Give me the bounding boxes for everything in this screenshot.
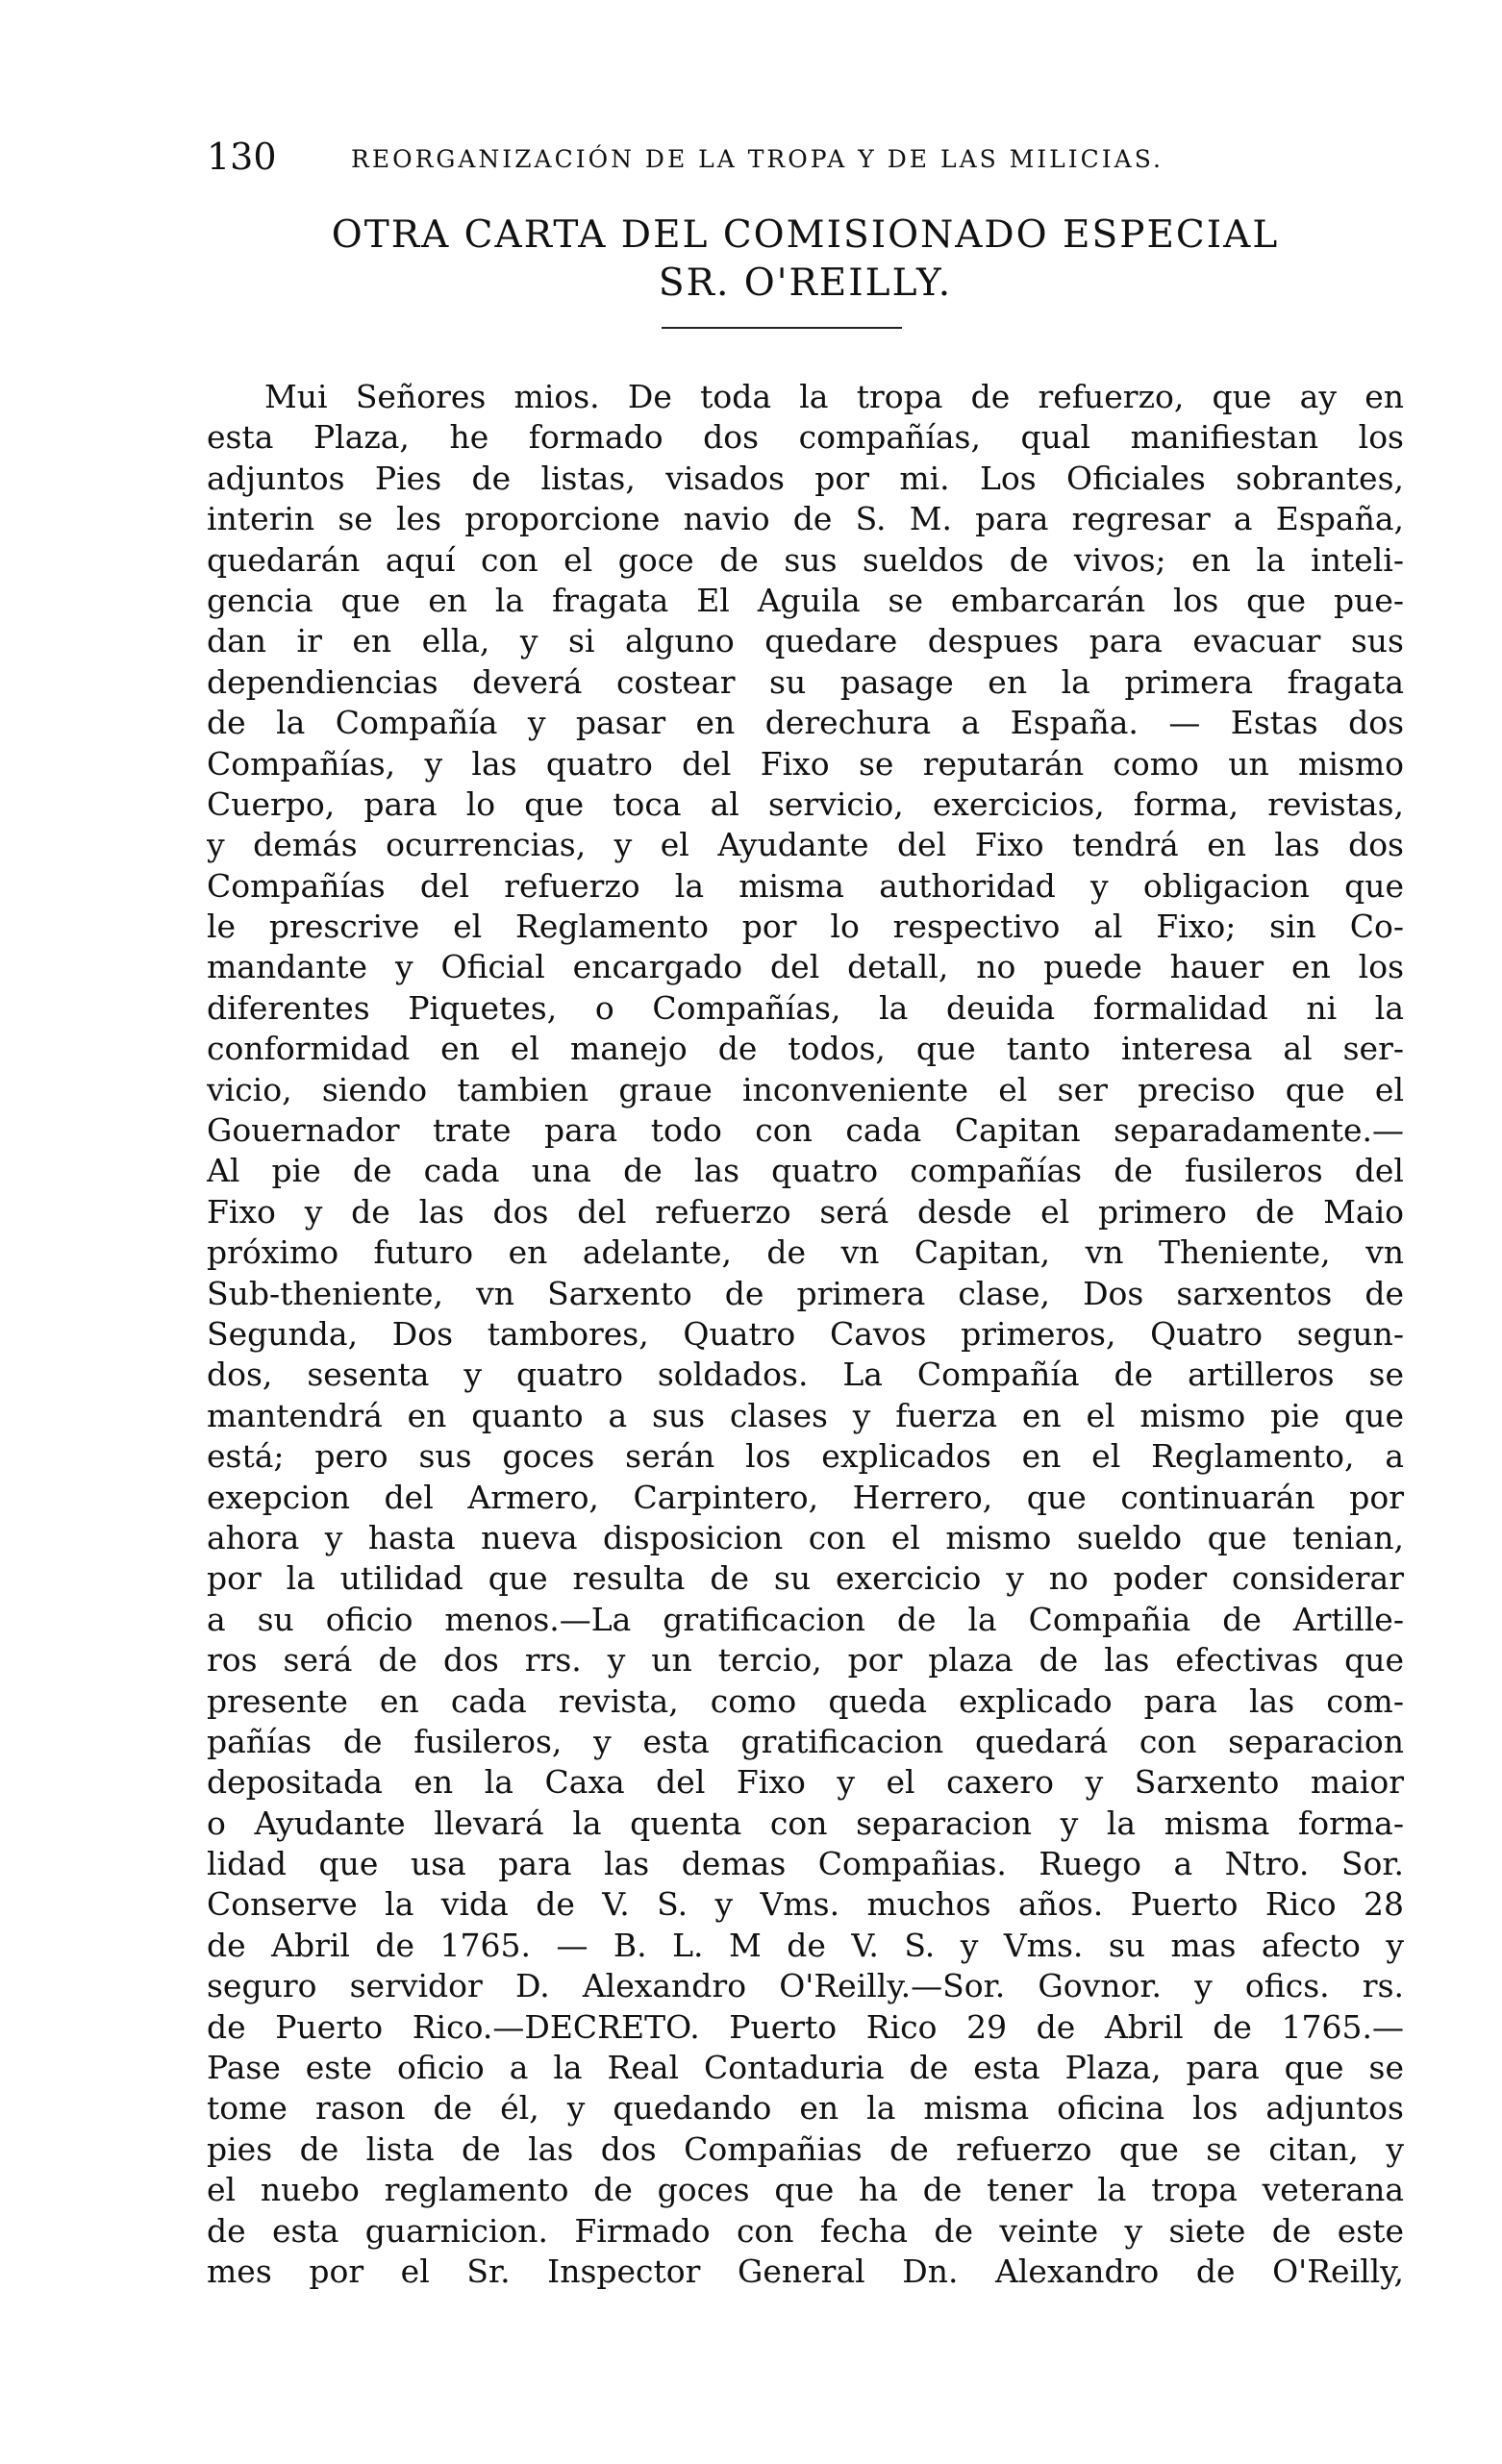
- letter-title: [207, 212, 1404, 308]
- body-line: y demás ocurrencias, y el Ayudante del Fixo tendrá en las dos: [207, 826, 1404, 864]
- body-line: a su oficio menos.—La gratificacion de la Compañia de Artille-: [207, 1600, 1404, 1638]
- body-line: dos, sesenta y quatro soldados. La Compañía de artilleros se: [207, 1356, 1404, 1394]
- body-line: Cuerpo, para lo que toca al servicio, exercicios, forma, revistas,: [207, 784, 1404, 823]
- body-line: Compañías, y las quatro del Fixo se reputarán como un mismo: [207, 744, 1404, 783]
- body-line: conformidad en el manejo de todos, que tanto interesa al ser-: [207, 1030, 1404, 1068]
- body-line: Mui Señores mios. De toda la tropa de refuerzo, que ay en: [264, 378, 1404, 415]
- body-line: lidad que usa para las demas Compañias. Ruego a Ntro. Sor.: [207, 1845, 1404, 1883]
- body-line: Segunda, Dos tambores, Quatro Cavos primeros, Quatro segun-: [207, 1314, 1404, 1353]
- body-line: esta Plaza, he formado dos compañías, qual manifiestan los: [207, 418, 1404, 457]
- running-title: REORGANIZACIÓN DE LA TROPA Y DE LAS MILICIAS.: [351, 145, 1164, 173]
- body-line: Gouernador trate para todo con cada Capitan separadamente.—: [207, 1111, 1404, 1150]
- body-line: gencia que en la fragata El Aguila se embarcarán los que pue-: [207, 581, 1404, 619]
- title-divider: [662, 327, 902, 329]
- body-line: vicio, siendo tambien graue inconveniente el ser preciso que el: [207, 1070, 1404, 1108]
- body-line: quedarán aquí con el goce de sus sueldos de vivos; en la inteli-: [207, 540, 1404, 579]
- body-line: Sub-theniente, vn Sarxento de primera clase, Dos sarxentos de: [207, 1274, 1404, 1312]
- body-line: presente en cada revista, como queda explicado para las com-: [207, 1681, 1404, 1720]
- body-line: diferentes Piquetes, o Compañías, la deuida formalidad ni la: [207, 988, 1404, 1027]
- body-line: Al pie de cada una de las quatro compañías de fusileros del: [207, 1152, 1404, 1190]
- body-line: pies de lista de las dos Compañias de refuerzo que se citan, y: [207, 2129, 1404, 2168]
- body-line: interin se les proporcione navio de S. M. para regresar a España,: [207, 500, 1404, 538]
- letter-title-line-2: SR. O'REILLY.: [658, 261, 953, 305]
- letter-body: [207, 377, 1404, 2292]
- body-line: mantendrá en quanto a sus clases y fuerza en el mismo pie que: [207, 1396, 1404, 1434]
- body-line: mandante y Oficial encargado del detall, no puede hauer en los: [207, 948, 1404, 986]
- body-line: el nuebo reglamento de goces que ha de tener la tropa veterana: [207, 2171, 1404, 2209]
- body-line: dependiencias deverá costear su pasage en la primera fragata: [207, 662, 1404, 701]
- body-line: por la utilidad que resulta de su exercicio y no poder considerar: [207, 1559, 1404, 1598]
- body-line: de la Compañía y pasar en derechura a España. — Estas dos: [207, 704, 1404, 742]
- body-line: Conserve la vida de V. S. y Vms. muchos años. Puerto Rico 28: [207, 1885, 1404, 1924]
- body-line: Fixo y de las dos del refuerzo será desde el primero de Maio: [207, 1192, 1404, 1231]
- body-line: tome rason de él, y quedando en la misma oficina los adjuntos: [207, 2089, 1404, 2128]
- body-line: dan ir en ella, y si alguno quedare despues para evacuar sus: [207, 622, 1404, 660]
- body-line: Pase este oficio a la Real Contaduria de esta Plaza, para que se: [207, 2049, 1404, 2087]
- letter-title-line-1: OTRA CARTA DEL COMISIONADO ESPECIAL: [331, 213, 1280, 257]
- body-line: ahora y hasta nueva disposicion con el mismo sueldo que tenian,: [207, 1518, 1404, 1556]
- body-line: mes por el Sr. Inspector General Dn. Alexandro de O'Reilly,: [207, 2252, 1404, 2290]
- body-line: o Ayudante llevará la quenta con separacion y la misma forma-: [207, 1804, 1404, 1842]
- body-line: exepcion del Armero, Carpintero, Herrero, que continuarán por: [207, 1478, 1404, 1516]
- body-line: próximo futuro en adelante, de vn Capitan, vn Theniente, vn: [207, 1233, 1404, 1272]
- body-line: de Puerto Rico.—DECRETO. Puerto Rico 29 de Abril de 1765.—: [207, 2007, 1404, 2046]
- body-line: Compañías del refuerzo la misma authoridad y obligacion que: [207, 866, 1404, 905]
- body-line: adjuntos Pies de listas, visados por mi. Los Oficiales sobrantes,: [207, 459, 1404, 497]
- body-line: depositada en la Caxa del Fixo y el caxero y Sarxento maior: [207, 1763, 1404, 1802]
- body-line: seguro servidor D. Alexandro O'Reilly.—Sor. Govnor. y ofics. rs.: [207, 1967, 1404, 2005]
- body-line: ros será de dos rrs. y un tercio, por plaza de las efectivas que: [207, 1641, 1404, 1680]
- page-number: 130: [207, 136, 277, 178]
- body-line: de esta guarnicion. Firmado con fecha de veinte y siete de este: [207, 2211, 1404, 2250]
- running-header: [207, 133, 1332, 181]
- body-line: está; pero sus goces serán los explicados en el Reglamento, a: [207, 1437, 1404, 1476]
- body-line: pañías de fusileros, y esta gratificacion quedará con separacion: [207, 1722, 1404, 1760]
- body-line: le prescrive el Reglamento por lo respectivo al Fixo; sin Co-: [207, 908, 1404, 946]
- body-line: de Abril de 1765. — B. L. M de V. S. y Vms. su mas afecto y: [207, 1926, 1404, 1964]
